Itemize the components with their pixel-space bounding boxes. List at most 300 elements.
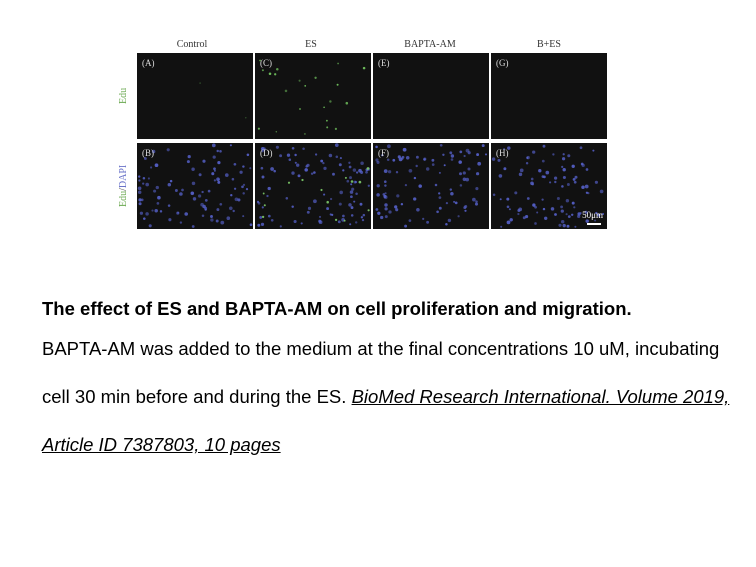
cell-nucleus: [416, 208, 420, 212]
cell-nucleus: [355, 181, 357, 183]
cell-nucleus: [574, 176, 577, 179]
cell-nucleus: [572, 202, 575, 205]
cell-nucleus: [396, 171, 398, 173]
cell-nucleus: [439, 172, 441, 174]
cell-nucleus: [359, 181, 362, 184]
cell-nucleus: [268, 187, 271, 190]
caption-title: The effect of ES and BAPTA-AM on cell proliferation and migration.: [42, 298, 632, 319]
cell-nucleus: [376, 208, 379, 211]
cell-nucleus: [545, 171, 549, 175]
panel-d-label: (D): [260, 148, 273, 158]
cell-nucleus: [329, 154, 333, 158]
microscopy-figure: [0, 0, 756, 240]
cell-nucleus: [595, 181, 598, 184]
cell-nucleus: [355, 192, 358, 195]
cell-nucleus: [139, 202, 142, 205]
cell-nucleus: [384, 180, 387, 183]
cell-nucleus: [351, 180, 354, 183]
scale-bar: [587, 223, 601, 225]
cell-nucleus: [450, 188, 452, 190]
cell-nucleus: [432, 163, 435, 166]
cell-nucleus: [472, 198, 476, 202]
cell-nucleus: [406, 156, 410, 160]
cell-nucleus: [376, 193, 380, 197]
cell-nucleus: [326, 207, 329, 210]
cell-nucleus: [398, 155, 401, 158]
cell-nucleus: [458, 160, 462, 164]
cell-nucleus: [439, 207, 442, 210]
cell-nucleus: [445, 223, 448, 226]
cell-nucleus: [216, 220, 219, 223]
cell-nucleus: [214, 170, 216, 172]
cell-nucleus: [600, 190, 604, 194]
cell-nucleus: [355, 221, 357, 223]
cell-nucleus: [517, 209, 520, 212]
cell-nucleus: [226, 216, 230, 220]
cell-nucleus: [339, 163, 342, 166]
cell-nucleus: [276, 131, 277, 132]
cell-nucleus: [138, 179, 140, 181]
cell-nucleus: [353, 201, 355, 203]
cell-nucleus: [517, 213, 519, 215]
cell-nucleus: [450, 192, 454, 196]
cell-nucleus: [192, 225, 195, 228]
cell-nucleus: [262, 206, 264, 208]
cell-nucleus: [574, 181, 577, 184]
cell-nucleus: [210, 218, 213, 221]
cell-nucleus: [335, 128, 337, 130]
cell-nucleus: [503, 167, 506, 170]
cell-nucleus: [526, 162, 528, 164]
cell-nucleus: [318, 220, 321, 223]
row-label-edu-part: Edu: [118, 191, 129, 208]
cell-nucleus: [157, 196, 161, 200]
cell-nucleus: [151, 210, 153, 212]
cell-nucleus: [567, 183, 570, 186]
cell-nucleus: [198, 194, 201, 197]
cell-nucleus: [329, 100, 331, 102]
cell-nucleus: [289, 158, 292, 161]
cell-nucleus: [168, 204, 171, 207]
cell-nucleus: [558, 224, 561, 227]
cell-nucleus: [246, 188, 248, 190]
cell-nucleus: [459, 151, 462, 154]
cell-nucleus: [288, 182, 290, 184]
cell-nucleus: [422, 218, 424, 220]
panel-f: [373, 143, 489, 229]
cell-nucleus: [530, 181, 534, 185]
cell-nucleus: [497, 159, 500, 162]
cell-nucleus: [184, 212, 188, 216]
cell-nucleus: [560, 205, 563, 208]
cell-nucleus: [442, 154, 444, 156]
cell-nucleus: [566, 213, 568, 215]
cell-nucleus: [241, 185, 244, 188]
cell-nucleus: [384, 184, 386, 186]
row-label-dapi-part: DAPI: [118, 164, 129, 189]
cell-nucleus: [444, 164, 446, 166]
cell-nucleus: [416, 156, 419, 159]
cell-nucleus: [499, 174, 503, 178]
cell-nucleus: [217, 178, 219, 180]
cell-nucleus: [273, 170, 276, 173]
cell-nucleus: [573, 206, 575, 208]
cell-nucleus: [205, 199, 208, 202]
cell-nucleus: [211, 172, 214, 175]
cell-nucleus: [361, 216, 363, 218]
cell-nucleus: [320, 189, 322, 191]
cell-nucleus: [245, 117, 246, 118]
cell-nucleus: [229, 207, 233, 211]
cell-nucleus: [154, 209, 157, 212]
cell-nucleus: [568, 215, 571, 218]
cell-nucleus: [367, 167, 370, 170]
cell-nucleus: [330, 198, 332, 200]
cell-nucleus: [249, 167, 251, 169]
cell-nucleus: [351, 188, 354, 191]
cell-nucleus: [439, 196, 442, 199]
cell-nucleus: [449, 151, 452, 154]
cell-nucleus: [261, 167, 264, 170]
cell-nucleus: [160, 210, 162, 212]
cell-nucleus: [525, 215, 528, 218]
cell-nucleus: [271, 219, 274, 222]
cell-nucleus: [532, 150, 535, 153]
cell-nucleus: [348, 162, 350, 164]
cell-nucleus: [387, 158, 390, 161]
cell-nucleus: [552, 153, 554, 155]
cell-nucleus: [299, 80, 301, 82]
cell-nucleus: [326, 201, 329, 204]
cell-nucleus: [269, 72, 272, 75]
row-label-edu: Edu: [118, 87, 129, 105]
cell-nucleus: [396, 194, 399, 197]
cell-nucleus: [586, 168, 589, 171]
cell-nucleus: [301, 222, 303, 224]
cell-nucleus: [368, 209, 370, 211]
cell-nucleus: [336, 156, 339, 159]
cell-nucleus: [567, 225, 570, 228]
cell-nucleus: [551, 207, 555, 211]
cell-nucleus: [418, 184, 422, 188]
cell-nucleus: [514, 191, 517, 194]
cell-nucleus: [455, 202, 458, 205]
cell-nucleus: [463, 171, 466, 174]
citation-link[interactable]: BioMed Research International. Volume 2019, Article ID 7387803, 10 pages: [42, 386, 730, 455]
cell-nucleus: [345, 177, 347, 179]
cell-nucleus: [202, 160, 205, 163]
cell-nucleus: [380, 216, 383, 219]
cell-nucleus: [492, 157, 495, 160]
cell-nucleus: [384, 203, 387, 206]
cell-nucleus: [567, 154, 570, 157]
cell-nucleus: [308, 207, 311, 210]
cell-nucleus: [201, 191, 203, 193]
cell-nucleus: [350, 195, 353, 198]
cell-nucleus: [242, 215, 244, 217]
cell-nucleus: [170, 180, 173, 183]
cell-nucleus: [338, 220, 341, 223]
cell-nucleus: [464, 210, 466, 212]
cell-nucleus: [187, 160, 190, 163]
figure-caption: [42, 293, 747, 469]
cell-nucleus: [168, 218, 171, 221]
cell-nucleus: [360, 161, 364, 165]
cell-nucleus: [457, 215, 459, 217]
column-label-bapta-am: BAPTA-AM: [404, 39, 456, 50]
cell-nucleus: [242, 165, 244, 167]
panel-c: [255, 53, 371, 139]
cell-nucleus: [179, 192, 183, 196]
cell-nucleus: [276, 146, 279, 149]
cell-nucleus: [531, 178, 534, 181]
cell-nucleus: [409, 219, 412, 222]
cell-nucleus: [405, 184, 407, 186]
cell-nucleus: [335, 143, 339, 147]
cell-nucleus: [414, 177, 416, 179]
panel-c-label: (C): [260, 58, 272, 68]
cell-nucleus: [580, 146, 583, 149]
cell-nucleus: [572, 165, 575, 168]
cell-nucleus: [574, 226, 576, 228]
cell-nucleus: [507, 221, 511, 225]
cell-nucleus: [168, 183, 171, 186]
cell-nucleus: [349, 176, 352, 179]
cell-nucleus: [191, 168, 194, 171]
cell-nucleus: [217, 161, 220, 164]
cell-nucleus: [346, 180, 349, 183]
cell-nucleus: [571, 214, 573, 216]
cell-nucleus: [401, 203, 403, 205]
cell-nucleus: [202, 214, 205, 217]
cell-nucleus: [216, 208, 219, 211]
cell-nucleus: [475, 203, 478, 206]
cell-nucleus: [295, 162, 297, 164]
cell-nucleus: [413, 197, 416, 200]
panel-e: [373, 53, 489, 139]
cell-nucleus: [276, 68, 279, 71]
cell-nucleus: [544, 217, 547, 220]
cell-nucleus: [204, 207, 207, 210]
cell-nucleus: [519, 173, 522, 176]
cell-nucleus: [542, 175, 545, 178]
column-label-control: Control: [176, 39, 208, 50]
cell-nucleus: [426, 167, 429, 170]
cell-nucleus: [563, 224, 566, 227]
cell-nucleus: [451, 158, 454, 161]
cell-nucleus: [175, 189, 178, 192]
panel-d: [255, 143, 371, 229]
cell-nucleus: [534, 222, 537, 225]
cell-nucleus: [250, 223, 253, 226]
cell-nucleus: [332, 173, 335, 176]
cell-nucleus: [415, 165, 417, 167]
cell-nucleus: [476, 172, 479, 175]
cell-nucleus: [247, 154, 250, 157]
cell-nucleus: [561, 185, 564, 188]
cell-nucleus: [213, 155, 216, 158]
cell-nucleus: [506, 198, 509, 201]
cell-nucleus: [208, 190, 211, 193]
cell-nucleus: [388, 210, 391, 213]
cell-nucleus: [563, 176, 566, 179]
cell-nucleus: [257, 224, 260, 227]
cell-nucleus: [356, 171, 358, 173]
cell-nucleus: [262, 69, 264, 71]
cell-nucleus: [438, 192, 440, 194]
panel-f-label: (F): [378, 148, 389, 158]
cell-nucleus: [330, 213, 332, 215]
cell-nucleus: [392, 159, 395, 162]
cell-nucleus: [234, 188, 236, 190]
cell-nucleus: [339, 203, 342, 206]
cell-nucleus: [346, 102, 349, 105]
cell-nucleus: [365, 171, 368, 174]
cell-nucleus: [592, 150, 594, 152]
cell-nucleus: [536, 212, 538, 214]
cell-nucleus: [311, 172, 313, 174]
cell-nucleus: [475, 187, 478, 190]
cell-nucleus: [323, 167, 326, 170]
cell-nucleus: [451, 154, 454, 157]
cell-nucleus: [138, 190, 142, 194]
cell-nucleus: [199, 82, 200, 83]
cell-nucleus: [217, 181, 220, 184]
cell-nucleus: [219, 150, 222, 153]
cell-nucleus: [313, 171, 316, 174]
panel-g: [491, 53, 607, 139]
cell-nucleus: [349, 166, 352, 169]
cell-nucleus: [142, 182, 144, 184]
cell-nucleus: [585, 185, 589, 189]
cell-nucleus: [258, 202, 261, 205]
cell-nucleus: [258, 128, 260, 130]
panel-g-label: (G): [496, 58, 509, 68]
cell-nucleus: [507, 205, 510, 208]
cell-nucleus: [464, 155, 466, 157]
cell-nucleus: [581, 186, 585, 190]
cell-nucleus: [363, 67, 366, 70]
cell-nucleus: [150, 166, 152, 168]
cell-nucleus: [279, 154, 282, 157]
column-label-es: ES: [305, 39, 317, 50]
cell-nucleus: [326, 120, 328, 122]
cell-nucleus: [573, 178, 576, 181]
cell-nucleus: [440, 144, 443, 147]
cell-nucleus: [268, 215, 271, 218]
cell-nucleus: [541, 198, 543, 200]
cell-nucleus: [233, 210, 235, 212]
cell-nucleus: [192, 182, 195, 185]
cell-nucleus: [337, 63, 339, 65]
cell-nucleus: [145, 183, 149, 187]
cell-nucleus: [409, 169, 413, 173]
cell-nucleus: [225, 173, 229, 177]
cell-nucleus: [554, 177, 557, 180]
cell-nucleus: [358, 169, 362, 173]
cell-nucleus: [351, 214, 354, 217]
cell-nucleus: [350, 190, 354, 194]
cell-nucleus: [261, 223, 264, 226]
cell-nucleus: [167, 148, 170, 151]
cell-nucleus: [446, 202, 448, 204]
cell-nucleus: [339, 191, 343, 195]
cell-nucleus: [220, 221, 224, 225]
cell-nucleus: [404, 225, 407, 228]
cell-nucleus: [453, 201, 455, 203]
cell-nucleus: [577, 215, 580, 218]
cell-nucleus: [388, 170, 391, 173]
cell-nucleus: [262, 216, 264, 218]
cell-nucleus: [156, 186, 159, 189]
cell-nucleus: [482, 144, 485, 147]
cell-nucleus: [302, 148, 305, 151]
cell-nucleus: [263, 193, 265, 195]
panel-h: [491, 143, 607, 229]
cell-nucleus: [383, 195, 386, 198]
cell-nucleus: [368, 185, 370, 187]
cell-nucleus: [140, 212, 143, 215]
cell-nucleus: [313, 199, 317, 203]
cell-nucleus: [143, 217, 146, 220]
cell-nucleus: [176, 211, 179, 214]
cell-nucleus: [543, 145, 546, 148]
cell-nucleus: [423, 158, 425, 160]
cell-nucleus: [403, 148, 407, 152]
cell-nucleus: [557, 197, 560, 200]
cell-nucleus: [500, 226, 502, 228]
cell-nucleus: [509, 208, 511, 210]
cell-nucleus: [294, 220, 297, 223]
cell-nucleus: [264, 204, 266, 206]
cell-nucleus: [500, 198, 502, 200]
cell-nucleus: [460, 184, 463, 187]
cell-nucleus: [509, 218, 512, 221]
cell-nucleus: [459, 172, 462, 175]
caption-description: BAPTA-AM was added to the medium at the final concentrations 10 uM, incubating cell 30 min before and during the ES.: [42, 338, 720, 407]
cell-nucleus: [219, 203, 222, 206]
cell-nucleus: [214, 179, 216, 181]
cell-nucleus: [230, 144, 232, 146]
cell-nucleus: [320, 160, 323, 163]
cell-nucleus: [563, 153, 565, 155]
cell-nucleus: [538, 169, 541, 172]
cell-nucleus: [294, 154, 296, 156]
cell-nucleus: [314, 77, 316, 79]
cell-nucleus: [563, 168, 566, 171]
cell-nucleus: [180, 221, 182, 223]
cell-nucleus: [259, 216, 262, 219]
cell-nucleus: [554, 213, 557, 216]
cell-nucleus: [280, 225, 282, 227]
cell-nucleus: [377, 212, 380, 215]
cell-nucleus: [394, 205, 397, 208]
cell-nucleus: [291, 205, 293, 207]
cell-nucleus: [485, 153, 487, 155]
cell-nucleus: [157, 202, 160, 205]
cell-nucleus: [200, 203, 204, 207]
cell-nucleus: [188, 155, 191, 158]
panel-a: [137, 53, 253, 139]
cell-nucleus: [153, 190, 156, 193]
cell-nucleus: [181, 189, 184, 192]
cell-nucleus: [426, 221, 429, 224]
cell-nucleus: [561, 220, 564, 223]
cell-nucleus: [326, 126, 328, 128]
cell-nucleus: [323, 194, 325, 196]
cell-nucleus: [385, 215, 388, 218]
cell-nucleus: [266, 195, 268, 197]
